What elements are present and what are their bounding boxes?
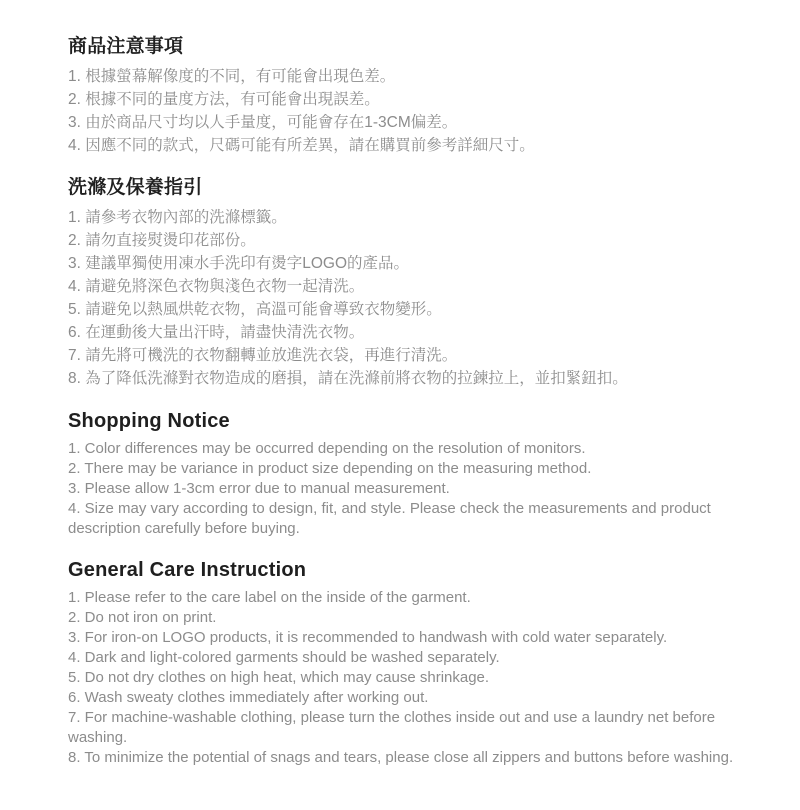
list-item: 5. 請避免以熱風烘乾衣物，高溫可能會導致衣物變形。 <box>68 301 442 318</box>
list-item: 7. 請先將可機洗的衣物翻轉並放進洗衣袋，再進行清洗。 <box>68 347 458 364</box>
list-item: 2. There may be variance in product size depending on the measuring method. <box>68 460 592 477</box>
list-item: 2. 請勿直接熨燙印花部份。 <box>68 232 256 249</box>
section-title-washing-care-zh: 洗滌及保養指引 <box>68 177 203 198</box>
list-item: 2. Do not iron on print. <box>68 609 217 626</box>
list-item: 7. For machine-washable clothing, please turn the clothes inside out and use a laundry net before washing. <box>68 709 716 746</box>
section-washing-care-zh <box>68 175 780 390</box>
list-item: 8. To minimize the potential of snags and tears, please close all zippers and buttons before washing. <box>68 749 734 766</box>
section-general-care-en <box>68 557 780 768</box>
list-item: 6. Wash sweaty clothes immediately after working out. <box>68 689 429 706</box>
list-item: 5. Do not dry clothes on high heat, which may cause shrinkage. <box>68 669 490 686</box>
list-item: 1. 根據螢幕解像度的不同，有可能會出現色差。 <box>68 68 396 85</box>
list-item: 1. Please refer to the care label on the inside of the garment. <box>68 589 471 606</box>
list-item: 3. For iron-on LOGO products, it is recommended to handwash with cold water separately. <box>68 629 668 646</box>
section-product-notice-zh <box>68 34 780 157</box>
list-item: 8. 為了降低洗滌對衣物造成的磨損，請在洗滌前將衣物的拉鍊拉上，並扣緊鈕扣。 <box>68 370 628 387</box>
section-title-product-notice-zh: 商品注意事項 <box>68 36 184 57</box>
section-list-product-notice-zh <box>68 65 778 157</box>
list-item: 6. 在運動後大量出汗時，請盡快清洗衣物。 <box>68 324 365 341</box>
section-list-washing-care-zh <box>68 206 778 390</box>
section-title-shopping-notice: Shopping Notice <box>68 410 230 432</box>
list-item: 1. 請參考衣物內部的洗滌標籤。 <box>68 209 287 226</box>
list-item: 1. Color differences may be occurred depending on the resolution of monitors. <box>68 440 586 457</box>
list-item: 3. Please allow 1-3cm error due to manual measurement. <box>68 480 450 497</box>
list-item: 2. 根據不同的量度方法，有可能會出現誤差。 <box>68 91 380 108</box>
section-title-general-care: General Care Instruction <box>68 559 307 581</box>
section-list-general-care <box>68 588 778 768</box>
list-item: 4. Dark and light-colored garments should be washed separately. <box>68 649 500 666</box>
section-list-shopping-notice <box>68 439 778 539</box>
section-shopping-notice-en <box>68 408 780 539</box>
list-item: 4. 請避免將深色衣物與淺色衣物一起清洗。 <box>68 278 365 295</box>
list-item: 3. 建議單獨使用凍水手洗印有燙字LOGO的產品。 <box>68 255 410 272</box>
list-item: 3. 由於商品尺寸均以人手量度，可能會存在1-3CM偏差。 <box>68 114 458 131</box>
list-item: 4. Size may vary according to design, fit, and style. Please check the measurements and product description carefully before buying. <box>68 500 711 537</box>
list-item: 4. 因應不同的款式，尺碼可能有所差異，請在購買前參考詳細尺寸。 <box>68 137 535 154</box>
